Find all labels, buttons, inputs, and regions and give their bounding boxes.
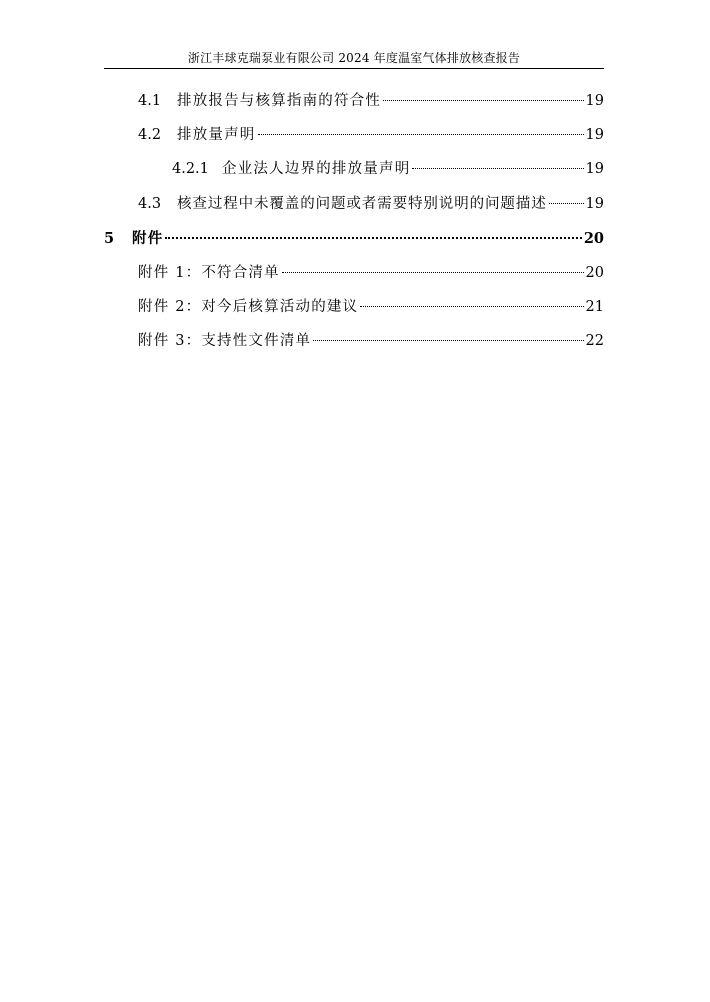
toc-entry-page: 19: [585, 127, 604, 143]
toc-entry-page: 20: [585, 265, 604, 281]
toc-entry-5[interactable]: [104, 228, 604, 250]
toc-entry-title: 附件 1：不符合清单: [138, 265, 280, 281]
toc-entry-number: 4.2.1: [172, 161, 209, 177]
toc-entry-page: 19: [585, 93, 604, 109]
toc-entry-title: 核查过程中未覆盖的问题或者需要特别说明的问题描述: [177, 196, 547, 212]
dot-leader: [313, 340, 583, 341]
toc-entry-page: 19: [585, 161, 604, 177]
toc-entry-title: 企业法人边界的排放量声明: [222, 161, 411, 177]
toc-entry-title: 附件: [132, 230, 164, 247]
header-rule: [104, 68, 604, 69]
page-header: [104, 50, 604, 66]
toc-entry-4-2-1[interactable]: [172, 158, 604, 180]
toc-entry-number: 4.2: [138, 127, 162, 143]
toc-entry-4-1[interactable]: [138, 90, 604, 112]
toc-entry-title: 排放报告与核算指南的符合性: [177, 93, 382, 109]
dot-leader: [165, 237, 581, 239]
toc-entry-attachment-3[interactable]: [138, 330, 604, 352]
toc-entry-number: 4.3: [138, 196, 162, 212]
dot-leader: [258, 134, 584, 135]
toc-entry-number: 5: [104, 230, 115, 247]
toc-entry-number: 4.1: [138, 93, 162, 109]
dot-leader: [549, 203, 584, 204]
toc-entry-title: 附件 3：支持性文件清单: [138, 333, 312, 349]
toc-entry-attachment-2[interactable]: [138, 296, 604, 318]
dot-leader: [383, 100, 583, 101]
toc-entry-title: 附件 2：对今后核算活动的建议: [138, 299, 359, 315]
toc-entry-page: 22: [585, 333, 604, 349]
toc-entry-attachment-1[interactable]: [138, 262, 604, 284]
toc-entry-page: 19: [585, 196, 604, 212]
toc-entry-page: 21: [585, 299, 604, 315]
dot-leader: [412, 168, 583, 169]
dot-leader: [360, 306, 583, 307]
toc-entry-4-3[interactable]: [138, 193, 604, 215]
header-title: 浙江丰球克瑞泵业有限公司 2024 年度温室气体排放核查报告: [187, 51, 521, 65]
toc-entry-4-2[interactable]: [138, 124, 604, 146]
dot-leader: [282, 272, 584, 273]
toc-entry-page: 20: [583, 230, 604, 247]
toc-entry-title: 排放量声明: [177, 127, 256, 143]
